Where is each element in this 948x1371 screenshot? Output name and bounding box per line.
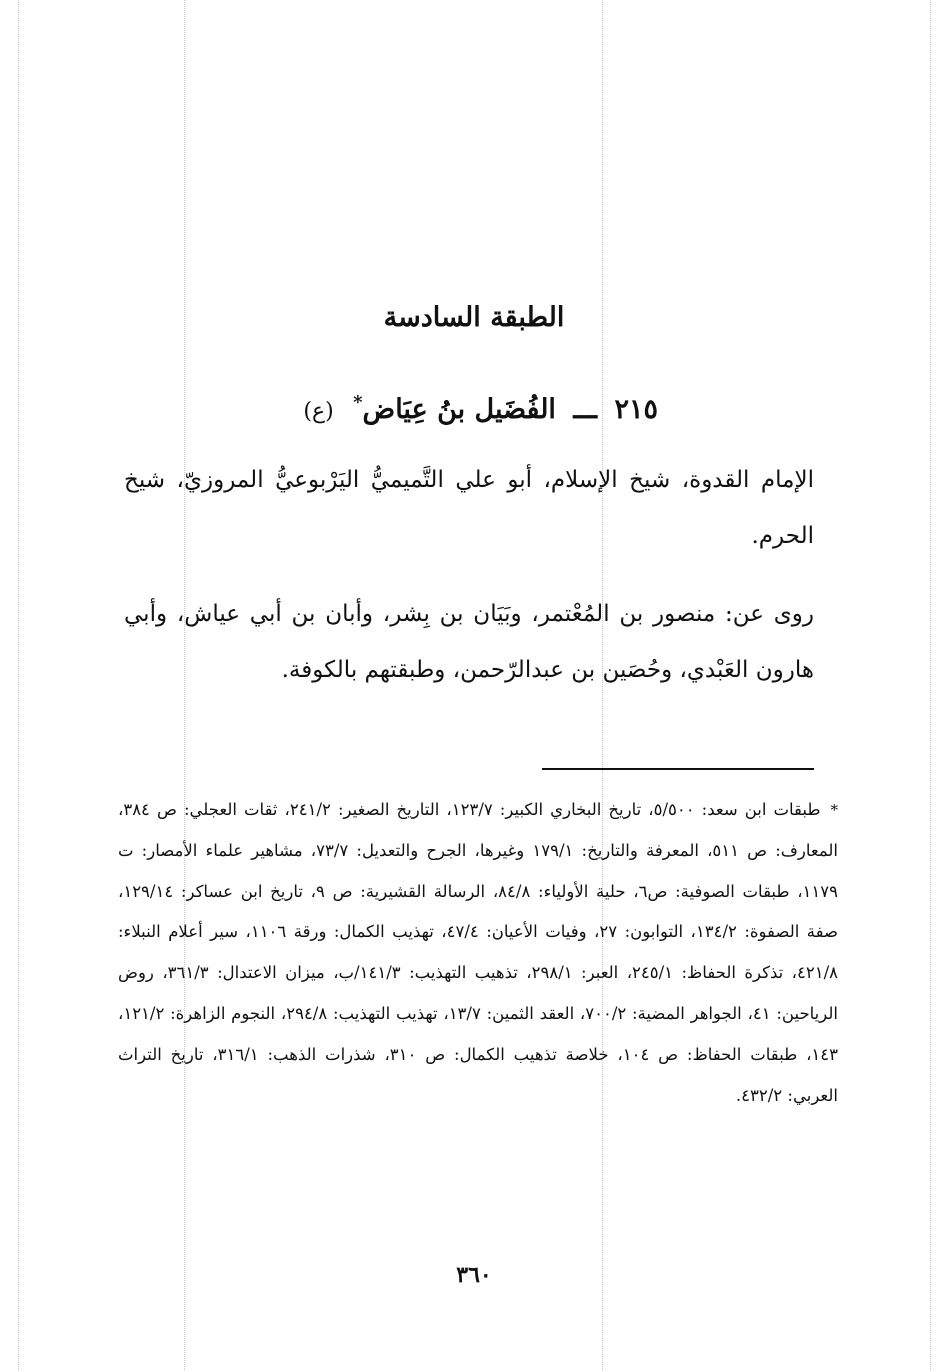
entry-name: الفُضَيل بنُ عِيَاض bbox=[362, 394, 556, 425]
entry-dash: ـــ bbox=[573, 394, 598, 425]
scan-line bbox=[930, 0, 931, 1371]
footnote-text: طبقات ابن سعد: ٥/٥٠٠، تاريخ البخاري الكبير: ١٢٣/٧، التاريخ الصغير: ٢٤١/٢، ثقات العجلي: ص ٣٨٤، المعارف: ص ٥١١، المعرفة والتاريخ: ١٧٩/١ وغيرها، الجرح والتعديل: ٧٣/٧، مشاهير علماء الأمصار: ت ١١٧٩، طبقات الصوفية: ص٦، حلية الأولياء: ٨٤/٨، الرسالة القشيرية: ص ٩، تاريخ ابن عساكر: ١٢٩/١٤، صفة الصفوة: ١٣٤/٢، التوابون: ٢٧، وفيات الأعيان: ٤٧/٤، تهذيب الكمال: ورقة ١١٠٦، سير أعلام النبلاء: ٤٢١/٨، تذكرة الحفاظ: ٢٤٥/١، العبر: ٢٩٨/١، تذهيب التهذيب: ١٤١/٣/ب، ميزان الاعتدال: ٣٦١/٣، روض الرياحين: ٤١، الجواهر المضية: ٧٠٠/٢، العقد الثمين: ١٣/٧، تهذيب التهذيب: ٢٩٤/٨، النجوم الزاهرة: ١٢١/٢، ١٤٣، طبقات الحفاظ: ص ١٠٤، خلاصة تذهيب الكمال: ص ٣١٠، شذرات الذهب: ٣١٦/١، تاريخ التراث العربي: ٤٣٢/٢. bbox=[118, 800, 838, 1105]
footnote bbox=[118, 790, 838, 1116]
entry-code: (ع) bbox=[303, 399, 334, 424]
entry-number: ٢١٥ bbox=[614, 394, 658, 425]
entry-heading bbox=[303, 392, 658, 425]
page-number: ٣٦٠ bbox=[456, 1262, 492, 1288]
footnote-divider bbox=[542, 768, 814, 770]
footnote-star: * bbox=[353, 392, 363, 413]
footnote-marker: * bbox=[830, 801, 839, 819]
scan-line bbox=[18, 0, 19, 1371]
paragraph-narrated-from: روى عن: منصور بن المُعْتمر، وبَيَان بن بِشر، وأبان بن أبي عياش، وأبي هارون العَبْدي، وحُصَين بن عبدالرّحمن، وطبقتهم بالكوفة. bbox=[124, 601, 814, 683]
section-title: الطبقة السادسة bbox=[383, 302, 565, 333]
paragraph-intro: الإمام القدوة، شيخ الإسلام، أبو علي التَّميميُّ اليَرْبوعيُّ المروزيّ، شيخ الحرم. bbox=[124, 467, 814, 549]
